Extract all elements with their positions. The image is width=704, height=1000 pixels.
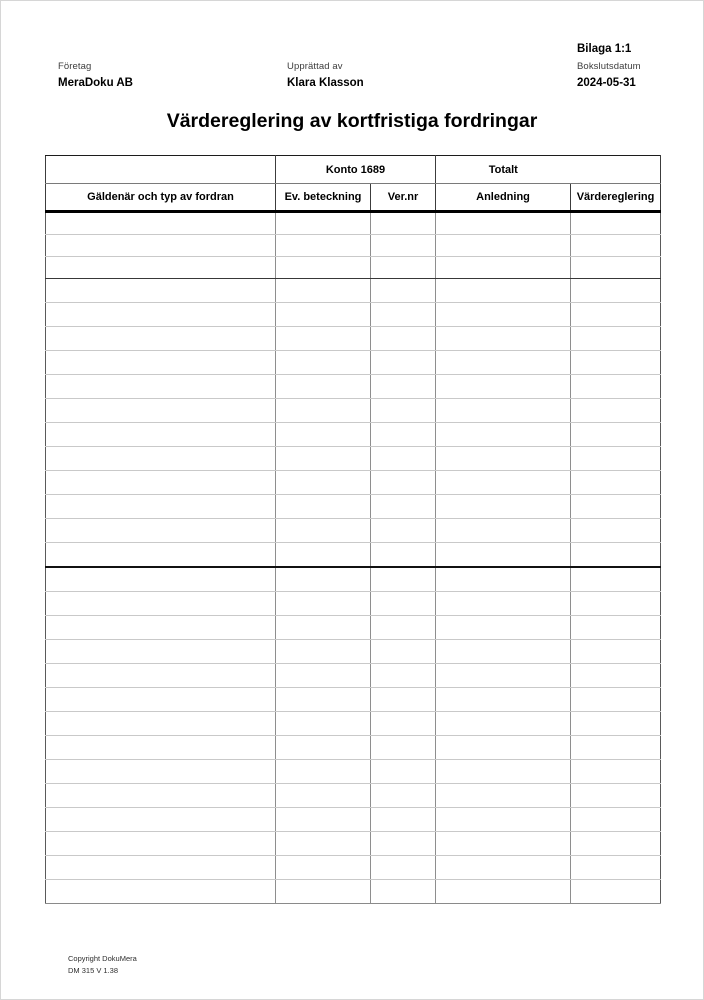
table-cell	[571, 616, 661, 640]
table-cell	[436, 257, 571, 279]
table-cell	[436, 832, 571, 856]
table-cell	[276, 235, 371, 257]
table-row	[46, 664, 661, 688]
value-adjustment-table	[45, 155, 661, 904]
appendix-ref: Bilaga 1:1	[577, 43, 632, 55]
footer-copyright: Copyright DokuMera	[68, 954, 137, 963]
table-cell	[371, 257, 436, 279]
table-cell	[436, 592, 571, 616]
table-cell	[276, 399, 371, 423]
table-cell	[371, 495, 436, 519]
table-row	[46, 688, 661, 712]
table-row	[46, 616, 661, 640]
table-cell	[276, 519, 371, 543]
table-cell	[371, 235, 436, 257]
table-cell	[276, 327, 371, 351]
table-row	[46, 279, 661, 303]
table-cell	[571, 640, 661, 664]
table-cell	[46, 712, 276, 736]
table-row	[46, 351, 661, 375]
prepared-by-value: Klara Klasson	[287, 77, 364, 89]
table-cell	[276, 592, 371, 616]
table-cell	[436, 664, 571, 688]
table-cell	[371, 640, 436, 664]
table-cell	[571, 212, 661, 235]
table-cell	[371, 471, 436, 495]
table-row	[46, 399, 661, 423]
table-cell	[436, 327, 571, 351]
table-row	[46, 327, 661, 351]
table-cell	[436, 543, 571, 568]
table-cell	[571, 567, 661, 592]
table-cell	[46, 495, 276, 519]
table-cell	[276, 760, 371, 784]
table-row	[46, 856, 661, 880]
table-cell	[436, 471, 571, 495]
table-cell	[571, 423, 661, 447]
table-cell	[571, 856, 661, 880]
table-cell	[276, 784, 371, 808]
table-cell	[571, 519, 661, 543]
table-cell	[571, 327, 661, 351]
table-cell	[371, 212, 436, 235]
page-title: Värdereglering av kortfristiga fordringar	[166, 110, 538, 132]
table-row	[46, 423, 661, 447]
table-cell	[46, 235, 276, 257]
table-row	[46, 712, 661, 736]
table-cell	[371, 303, 436, 327]
table-cell	[46, 399, 276, 423]
prepared-by-label: Upprättad av	[287, 61, 343, 72]
table-row	[46, 832, 661, 856]
table-cell	[46, 471, 276, 495]
table-cell	[436, 423, 571, 447]
table-cell	[571, 808, 661, 832]
table-cell	[371, 664, 436, 688]
table-row	[46, 880, 661, 904]
table-cell	[276, 303, 371, 327]
table-cell	[276, 808, 371, 832]
table-cell	[436, 688, 571, 712]
col-header-anledning: Anledning	[436, 184, 571, 212]
table-row	[46, 567, 661, 592]
group-header-empty-right	[571, 156, 661, 184]
table-cell	[371, 856, 436, 880]
table-cell	[371, 423, 436, 447]
table-row	[46, 736, 661, 760]
table-cell	[276, 351, 371, 375]
table-cell	[46, 880, 276, 904]
table-body	[46, 212, 661, 904]
table-group-header-row	[46, 156, 661, 184]
table-row	[46, 257, 661, 279]
table-cell	[276, 664, 371, 688]
table-cell	[46, 616, 276, 640]
table-cell	[46, 375, 276, 399]
table-cell	[276, 471, 371, 495]
table-cell	[436, 235, 571, 257]
table-cell	[371, 279, 436, 303]
table-cell	[436, 736, 571, 760]
table-cell	[371, 447, 436, 471]
table-row	[46, 212, 661, 235]
company-label: Företag	[58, 61, 92, 72]
table-cell	[436, 640, 571, 664]
table-cell	[371, 808, 436, 832]
table-cell	[436, 880, 571, 904]
table-cell	[276, 736, 371, 760]
col-header-vardereglering: Värdereglering	[571, 184, 661, 212]
table-cell	[571, 832, 661, 856]
table-cell	[46, 423, 276, 447]
table-cell	[46, 664, 276, 688]
table-cell	[276, 880, 371, 904]
group-header-empty	[46, 156, 276, 184]
table-cell	[436, 303, 571, 327]
table-cell	[571, 880, 661, 904]
table-cell	[436, 712, 571, 736]
table-cell	[46, 688, 276, 712]
col-header-ev-beteckning: Ev. beteckning	[276, 184, 371, 212]
table-cell	[276, 567, 371, 592]
table-cell	[571, 736, 661, 760]
table-cell	[276, 832, 371, 856]
table-cell	[571, 235, 661, 257]
table-row	[46, 303, 661, 327]
closing-date-value: 2024-05-31	[577, 77, 636, 89]
table-cell	[571, 257, 661, 279]
table-cell	[46, 808, 276, 832]
table-cell	[276, 212, 371, 235]
table-row	[46, 495, 661, 519]
table-cell	[571, 543, 661, 568]
table-cell	[371, 567, 436, 592]
table-cell	[571, 592, 661, 616]
group-header-totalt: Totalt	[436, 156, 571, 184]
table-cell	[571, 471, 661, 495]
table-cell	[571, 351, 661, 375]
table-row	[46, 447, 661, 471]
table-cell	[371, 736, 436, 760]
table-cell	[371, 375, 436, 399]
table-cell	[571, 664, 661, 688]
table-cell	[276, 375, 371, 399]
table-cell	[276, 616, 371, 640]
table-cell	[571, 688, 661, 712]
table-cell	[371, 327, 436, 351]
table-cell	[571, 375, 661, 399]
table-cell	[46, 303, 276, 327]
table-cell	[46, 519, 276, 543]
table-cell	[571, 784, 661, 808]
col-header-ver-nr: Ver.nr	[371, 184, 436, 212]
table-row	[46, 640, 661, 664]
table-cell	[436, 519, 571, 543]
table-row	[46, 471, 661, 495]
table-cell	[436, 399, 571, 423]
table-row	[46, 375, 661, 399]
table-cell	[46, 640, 276, 664]
table-cell	[571, 279, 661, 303]
table-cell	[46, 327, 276, 351]
table-cell	[276, 640, 371, 664]
table-cell	[436, 447, 571, 471]
table-column-header-row	[46, 184, 661, 212]
table-cell	[46, 567, 276, 592]
table-cell	[46, 351, 276, 375]
table-cell	[436, 760, 571, 784]
table-row	[46, 808, 661, 832]
closing-date-label: Bokslutsdatum	[577, 61, 641, 72]
table-cell	[371, 399, 436, 423]
table-cell	[276, 279, 371, 303]
table-cell	[46, 736, 276, 760]
table-cell	[371, 880, 436, 904]
table-cell	[276, 543, 371, 568]
footer-version: DM 315 V 1.38	[68, 966, 119, 975]
table-cell	[46, 760, 276, 784]
table-cell	[436, 375, 571, 399]
table-row	[46, 784, 661, 808]
table-cell	[371, 592, 436, 616]
table-cell	[571, 399, 661, 423]
table-cell	[436, 808, 571, 832]
table-cell	[276, 257, 371, 279]
table-cell	[436, 279, 571, 303]
table-cell	[276, 495, 371, 519]
table-cell	[436, 856, 571, 880]
table-cell	[571, 760, 661, 784]
table-cell	[371, 784, 436, 808]
table-cell	[371, 519, 436, 543]
table-cell	[436, 784, 571, 808]
table-cell	[46, 832, 276, 856]
table-cell	[46, 279, 276, 303]
table-cell	[371, 351, 436, 375]
table-cell	[46, 856, 276, 880]
table-cell	[436, 495, 571, 519]
table-cell	[371, 616, 436, 640]
table-cell	[436, 567, 571, 592]
table-cell	[46, 592, 276, 616]
table-row	[46, 235, 661, 257]
table-cell	[46, 212, 276, 235]
table-cell	[436, 351, 571, 375]
table-cell	[371, 712, 436, 736]
table-row	[46, 519, 661, 543]
table-cell	[571, 303, 661, 327]
table-cell	[46, 257, 276, 279]
group-header-konto: Konto 1689	[276, 156, 436, 184]
table-cell	[371, 760, 436, 784]
table-cell	[371, 543, 436, 568]
table-cell	[371, 688, 436, 712]
table-cell	[276, 712, 371, 736]
table-cell	[571, 712, 661, 736]
table-cell	[276, 856, 371, 880]
table-cell	[276, 447, 371, 471]
table-cell	[371, 832, 436, 856]
footer	[68, 953, 137, 977]
table-cell	[46, 447, 276, 471]
table-cell	[436, 616, 571, 640]
company-value: MeraDoku AB	[58, 77, 133, 89]
table-cell	[46, 784, 276, 808]
col-header-galdenar: Gäldenär och typ av fordran	[46, 184, 276, 212]
table-row	[46, 760, 661, 784]
table-row	[46, 543, 661, 568]
table-row	[46, 592, 661, 616]
table-cell	[571, 447, 661, 471]
table-cell	[571, 495, 661, 519]
table-cell	[46, 543, 276, 568]
table-cell	[276, 423, 371, 447]
table-cell	[276, 688, 371, 712]
table-cell	[436, 212, 571, 235]
